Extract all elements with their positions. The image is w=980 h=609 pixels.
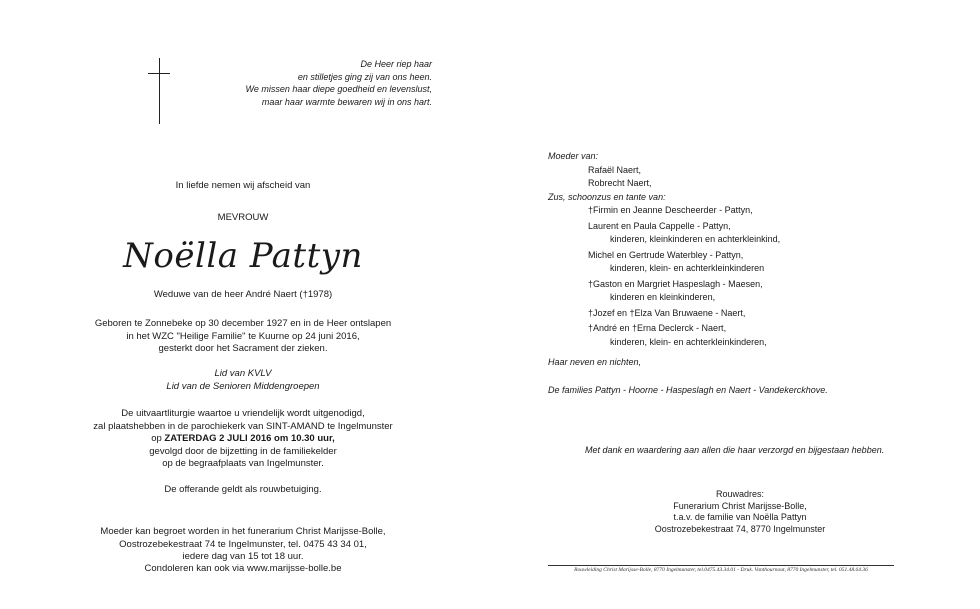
membership-line: Lid van KVLV xyxy=(214,368,272,379)
widow-text: Weduwe van de heer André Naert (†1978) xyxy=(153,289,333,300)
visit-line: iedere dag van 15 tot 18 uur. xyxy=(182,551,304,562)
poem-line: maar haar warmte bewaren wij in ons hart. xyxy=(261,96,432,107)
birth-line: gesterkt door het Sacrament der zieken. xyxy=(158,343,328,354)
footer-text: Rouwleiding Christ Marijsse-Bolle, 8770 Ingelmunster, tel.0475.43.34.01 - Druk. Vanthournout, 8770 Ingelmunster, tel. 051.48.64.36 xyxy=(574,567,868,573)
liturgy-block xyxy=(78,408,408,471)
birth-line: in het WZC "Heilige Familie" te Kuurne op 24 juni 2016, xyxy=(126,330,360,342)
visit-block xyxy=(78,526,408,564)
sibling-sub: kinderen, klein- en achterkleinkinderen, xyxy=(610,336,767,347)
thanks-text: Met dank en waardering aan allen die haar verzorgd en bijgestaan hebben. xyxy=(585,445,885,455)
sibling-item: Michel en Gertrude Waterbley - Pattyn, xyxy=(588,249,744,260)
address-line: Oostrozebekestraat 74, 8770 Ingelmunster xyxy=(654,523,826,534)
address-heading: Rouwadres: xyxy=(715,489,765,499)
family-block xyxy=(548,150,780,349)
offering-text: De offerande geldt als rouwbetuiging. xyxy=(164,484,322,495)
liturgy-line: zal plaatshebben in de parochiekerk van SINT-AMAND te Ingelmunster xyxy=(93,420,393,432)
liturgy-line: gevolgd door de bijzetting in de familiekelder xyxy=(149,445,337,457)
child-item: Robrecht Naert, xyxy=(588,178,652,188)
visit-line: Oostrozebekestraat 74 te Ingelmunster, tel. 0475 43 34 01, xyxy=(119,538,367,550)
sibling-sub: kinderen en kleinkinderen, xyxy=(610,292,716,302)
poem-line: De Heer riep haar xyxy=(360,59,432,69)
liturgy-date: ZATERDAG 2 JULI 2016 om 10.30 uur, xyxy=(164,433,335,444)
poem xyxy=(246,58,432,108)
sibling-item: Laurent en Paula Cappelle - Pattyn, xyxy=(588,220,731,231)
liturgy-date-prefix: op xyxy=(151,433,165,444)
child-item: Rafaël Naert, xyxy=(588,164,642,175)
nephews-text: Haar neven en nichten, xyxy=(548,357,642,367)
mother-heading: Moeder van: xyxy=(548,151,599,161)
memberships xyxy=(85,368,401,393)
intro-text: In liefde nemen wij afscheid van xyxy=(175,180,311,191)
address-line: t.a.v. de familie van Noëlla Pattyn xyxy=(673,512,807,522)
deceased-name: Noëlla Pattyn xyxy=(123,236,363,276)
sibling-sub: kinderen, kleinkinderen en achterkleinkind, xyxy=(610,234,781,244)
birth-line: Geboren te Zonnebeke op 30 december 1927 en in de Heer ontslapen xyxy=(94,318,392,329)
poem-line: en stilletjes ging zij van ons heen. xyxy=(297,71,432,82)
liturgy-date-line xyxy=(78,433,408,446)
families-text: De families Pattyn - Hoorne - Haspeslagh en Naert - Vandekerckhove. xyxy=(548,385,828,395)
siblings-heading: Zus, schoonzus en tante van: xyxy=(548,191,666,202)
address-line: Funerarium Christ Marijsse-Bolle, xyxy=(673,500,807,511)
sibling-sub: kinderen, klein- en achterkleinkinderen xyxy=(610,263,765,273)
cross-icon-bar xyxy=(148,73,170,74)
liturgy-line: De uitvaartliturgie waartoe u vriendelijk wordt uitgenodigd, xyxy=(121,408,365,419)
poem-line: We missen haar diepe goedheid en levenslust, xyxy=(245,84,432,94)
title-text: MEVROUW xyxy=(217,212,269,223)
sibling-item: †Jozef en †Elza Van Bruwaene - Naert, xyxy=(588,307,746,318)
sibling-item: †André en †Erna Declerck - Naert, xyxy=(588,323,727,333)
membership-line: Lid van de Senioren Middengroepen xyxy=(166,380,320,392)
birth-block xyxy=(85,318,401,356)
visit-line: Moeder kan begroet worden in het funerarium Christ Marijsse-Bolle, xyxy=(100,526,386,537)
footer-divider xyxy=(548,565,894,566)
address-block xyxy=(620,489,860,535)
sibling-item: †Gaston en Margriet Haspeslagh - Maesen, xyxy=(588,278,763,289)
sibling-item: †Firmin en Jeanne Descheerder - Pattyn, xyxy=(588,205,753,215)
condolences-text: Condoleren kan ook via www.marijsse-bolle.be xyxy=(144,563,342,574)
liturgy-line: op de begraafplaats van Ingelmunster. xyxy=(162,458,324,469)
cross-icon xyxy=(159,58,160,124)
